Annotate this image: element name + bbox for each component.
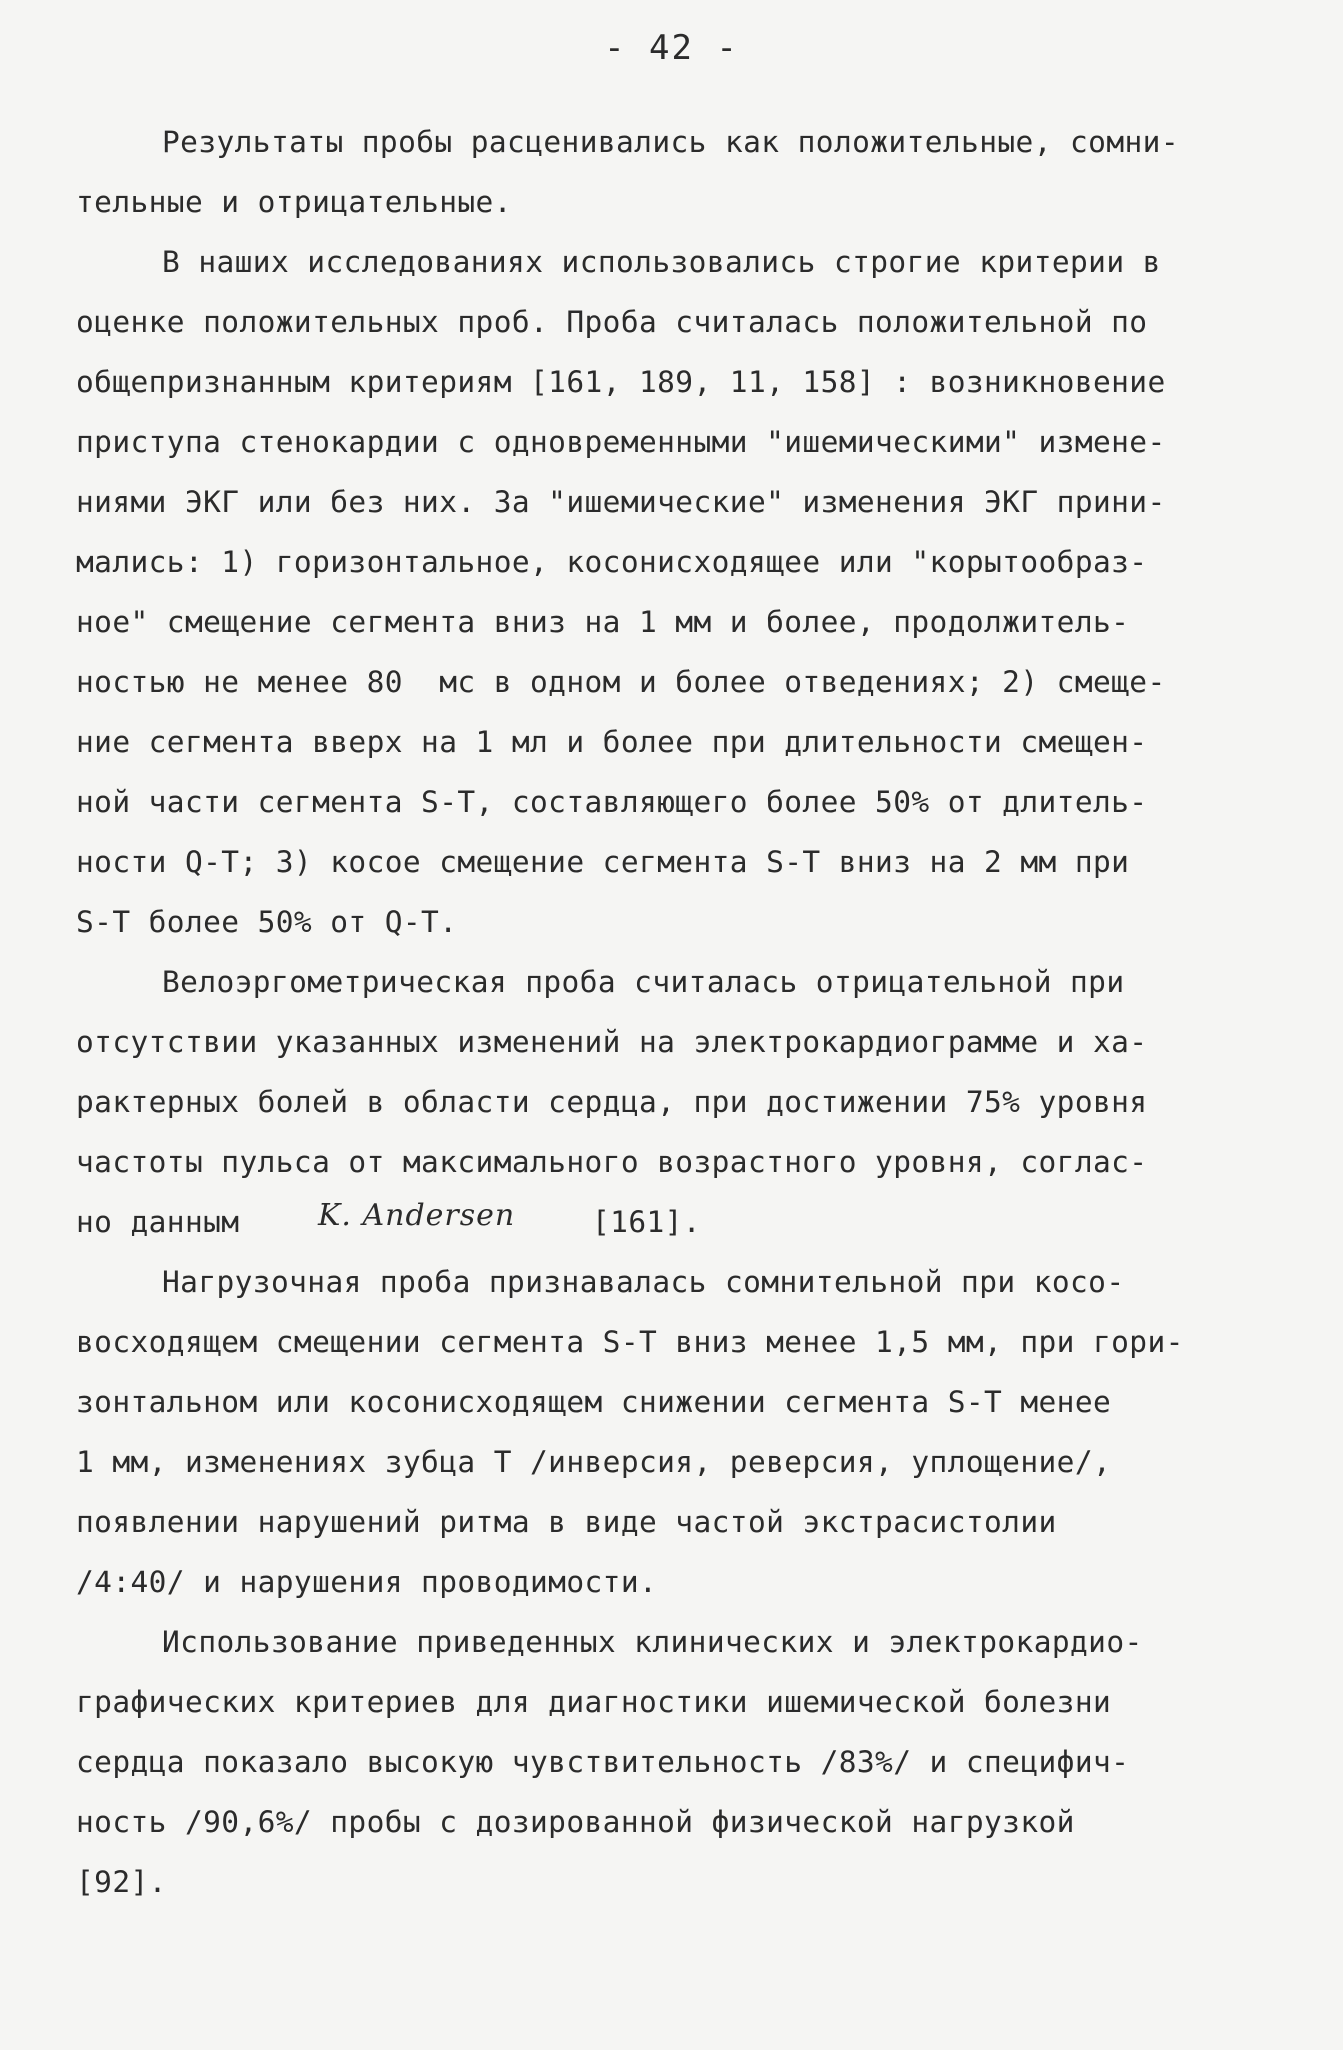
text-line: В наших исследованиях использовались строгие критерии в (162, 245, 1161, 279)
text-line: оценке положительных проб. Проба считалась положительной по (76, 305, 1148, 339)
text-line: приступа стенокардии с одновременными "ишемическими" измене- (76, 425, 1166, 459)
text-line: Нагрузочная проба признавалась сомнительной при косо- (162, 1265, 1125, 1299)
text-line: ниями ЭКГ или без них. За "ишемические" изменения ЭКГ прини- (76, 485, 1166, 519)
text-line: ние сегмента вверх на 1 мл и более при длительности смещен- (76, 725, 1148, 759)
text-line: S-T более 50% от Q-T. (76, 905, 458, 939)
text-line: тельные и отрицательные. (76, 185, 512, 219)
text-line: сердца показало высокую чувствительность /83%/ и специфич- (76, 1745, 1130, 1779)
text-line: рактерных болей в области сердца, при достижении 75% уровня (76, 1085, 1148, 1119)
text-line: частоты пульса от максимального возрастного уровня, соглас- (76, 1145, 1148, 1179)
text-line: 1 мм, изменениях зубца Т /инверсия, реверсия, уплощение/, (76, 1445, 1112, 1479)
text-line: зонтальном или косонисходящем снижении сегмента S-T менее (76, 1385, 1112, 1419)
text-line: /4:40/ и нарушения проводимости. (76, 1565, 658, 1599)
text-line: [92]. (76, 1865, 167, 1899)
text-line: Результаты пробы расценивались как положительные, сомни- (162, 125, 1179, 159)
text-line: ность /90,6%/ пробы с дозированной физической нагрузкой (76, 1805, 1075, 1839)
text-line: графических критериев для диагностики ишемической болезни (76, 1685, 1112, 1719)
text-line: Использование приведенных клинических и электрокардио- (162, 1625, 1143, 1659)
text-line: появлении нарушений ритма в виде частой экстрасистолии (76, 1505, 1057, 1539)
text-line: отсутствии указанных изменений на электрокардиограмме и ха- (76, 1025, 1148, 1059)
text-line: Велоэргометрическая проба считалась отрицательной при (162, 965, 1125, 999)
handwritten-author: K. Andersen (318, 1198, 516, 1233)
text-line: ной части сегмента S-T, составляющего более 50% от длитель- (76, 785, 1148, 819)
text-line: общепризнанным критериям [161, 189, 11, 158] : возникновение (76, 365, 1166, 399)
text-line: ное" смещение сегмента вниз на 1 мм и более, продолжитель- (76, 605, 1130, 639)
text-line: мались: 1) горизонтальное, косонисходящее или "корытообраз- (76, 545, 1148, 579)
page-number: - 42 - (604, 28, 739, 68)
citation: [161]. (592, 1205, 701, 1239)
text-line: ности Q-T; 3) косое смещение сегмента S-T вниз на 2 мм при (76, 845, 1130, 879)
text-line: восходящем смещении сегмента S-T вниз менее 1,5 мм, при гори- (76, 1325, 1184, 1359)
text-line: ностью не менее 80 мс в одном и более отведениях; 2) смеще- (76, 665, 1166, 699)
text-line: но данным (76, 1205, 240, 1239)
